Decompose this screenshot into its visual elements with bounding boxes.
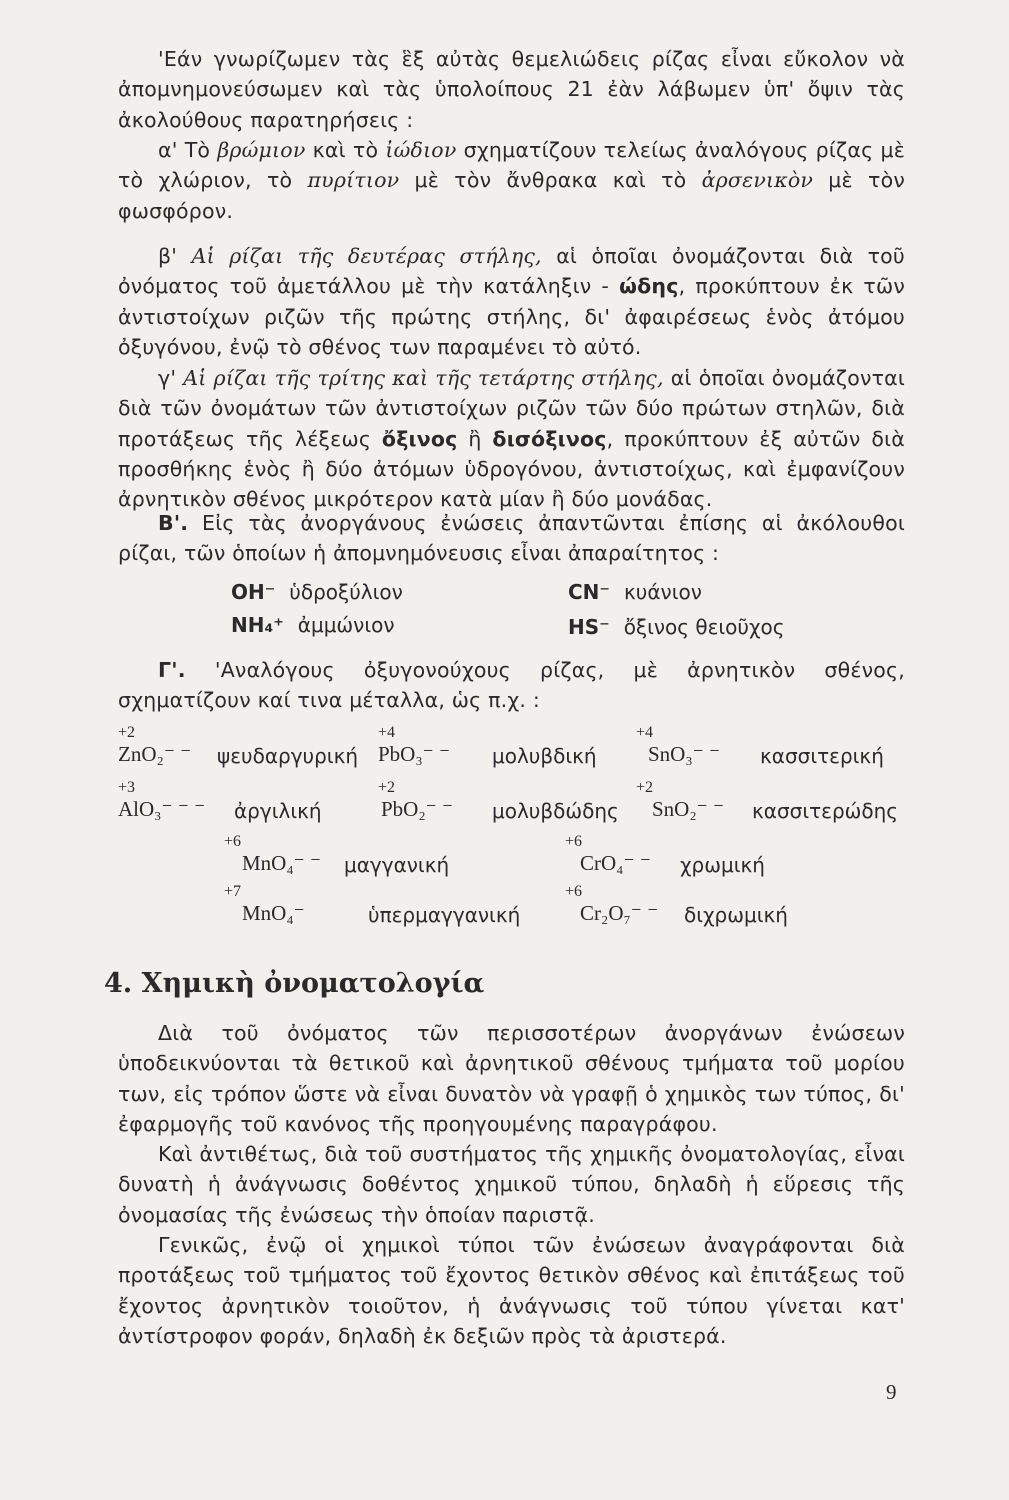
ion-formula: CN⁻ [568,580,610,604]
ion-formula: NH₄⁺ [231,613,284,637]
text: ἢ [457,426,493,451]
ion-formula: SnO₂⁻ ⁻ [652,797,725,821]
text: αἱ ὁποῖαι ὀνομάζονται διὰ τοῦ ὀνόματος τοῦ ἀμετάλλου μὲ τὴν κατάληξιν - [118,244,905,299]
ion-item [568,580,702,604]
oxidation-state: +2 [378,779,396,796]
ion-formula: ZnO₂⁻ ⁻ [118,742,192,766]
ion-formula: HS⁻ [568,615,610,639]
oxidation-state: +6 [565,883,583,900]
ion-name: κασσιτερώδης [752,799,899,823]
paragraph-c [118,363,905,514]
oxidation-state: +3 [118,779,136,796]
ion-name: μολυβδική [492,744,597,768]
ion-formula: AlO₃⁻ ⁻ ⁻ [118,797,206,821]
paragraph-section-c [118,655,905,716]
ion-name: μολυβδώδης [492,799,619,823]
text: σχηματίζουν τελείως ἀναλόγους ρίζας μὲ τὸ χλώριον, τὸ [118,138,905,193]
emphasis: Αἱ ρίζαι τῆς δευτέρας στήλης, [191,244,542,268]
emphasis: Αἱ ρίζαι τῆς τρίτης καὶ τῆς τετάρτης στήλης, [183,366,664,390]
ion-name: διχρωμική [684,903,788,927]
word-disoxinos: δισόξινος [492,426,607,451]
oxidation-state: +6 [224,833,242,850]
ion-item [568,615,785,639]
paragraph-nomenclature-3: Γενικῶς, ἐνῷ οἱ χημικοὶ τύποι τῶν ἐνώσεων ἀναγράφονται διὰ προτάξεως τοῦ τμήματος τοῦ ἔχοντος θετικὸν σθένος καὶ ἐπιτάξεως τοῦ ἔχοντος ἀρνητικὸν τοιοῦτον, ἡ ἀνάγνωσις τοῦ τύπου γίνεται κατ' ἀντίστροφον φοράν, δηλαδὴ ἐκ δεξιῶν πρὸς τὰ ἀριστερά. [118,1233,905,1348]
ion-formula: PbO₃⁻ ⁻ [378,742,451,766]
oxidation-state: +2 [636,779,654,796]
ion-name: ψευδαργυρική [217,744,359,768]
ion-formula: PbO₂⁻ ⁻ [381,797,454,821]
ion-name: ὑδροξύλιον [289,580,403,604]
text: καὶ τὸ [305,138,386,162]
ion-name: ἀμμώνιον [297,613,395,637]
paragraph-nomenclature-1: Διὰ τοῦ ὀνόματος τῶν περισσοτέρων ἀνοργάνων ἐνώσεων ὑποδεικνύονται τὰ θετικοῦ καὶ ἀρνητικοῦ σθένους τμήματα τοῦ μορίου των, εἰς τρόπον ὥστε νὰ εἶναι δυνατὸν νὰ γραφῇ ὁ χημικὸς των τύπος, δι' ἐφαρμογῆς τοῦ κανόνος τῆς προηγουμένης παραγράφου. [118,1021,905,1136]
section-heading: 4. Χημικὴ ὀνοματολογία [104,968,485,999]
oxidation-state: +7 [224,883,242,900]
oxidation-state: +6 [565,833,583,850]
ion-name: ὄξινος θειοῦχος [623,615,785,639]
ion-name: μαγγανική [344,853,450,877]
term-iodine: ἰώδιον [385,138,457,162]
oxidation-state: +2 [118,724,136,741]
ion-formula: MnO₄⁻ [242,901,305,925]
text: α' Τὸ [158,138,218,162]
text: Εἰς τὰς ἀνοργάνους ἐνώσεις ἀπαντῶνται ἐπίσης αἱ ἀκόλουθοι ρίζαι, τῶν ὁποίων ἡ ἀπομνημόνευσις εἶναι ἀπαραίτητος : [118,511,905,566]
word-oxinos: ὄξινος [381,426,458,451]
ion-name: ἀργιλική [234,799,322,823]
section-label: Β'. [158,511,189,535]
text: μὲ τὸν ἄνθρακα καὶ τὸ [399,168,702,193]
ion-name: ὑπερμαγγανική [368,903,521,927]
suffix: ώδης [619,274,679,299]
text: μὲ τὸν φωσφόρον. [118,168,905,223]
page-number: 9 [886,1380,897,1404]
paragraph-intro: 'Εάν γνωρίζωμεν τὰς ἓξ αὐτὰς θεμελιώδεις ρίζας εἶναι εὔκολον νὰ ἀπομνημονεύσωμεν καὶ τὰς ὑπολοίπους 21 ἐὰν λάβωμεν ὑπ' ὄψιν τὰς ἀκολούθους παρατηρήσεις : [118,47,905,132]
ion-formula: SnO₃⁻ ⁻ [648,742,721,766]
text: 'Αναλόγους ὀξυγονούχους ρίζας, μὲ ἀρνητικὸν σθένος, σχηματίζουν καί τινα μέταλλα, ὡς π.χ. : [118,658,905,713]
ion-formula: MnO₄⁻ ⁻ [242,851,322,875]
paragraph-section-b [118,508,905,569]
ion-item [231,613,395,637]
oxidation-state: +4 [378,724,396,741]
text: β' [158,244,192,268]
oxidation-state: +4 [636,724,654,741]
ion-formula: Cr₂O₇⁻ ⁻ [580,901,659,925]
ion-formula: CrO₄⁻ ⁻ [580,851,651,875]
paragraph-nomenclature-2: Καὶ ἀντιθέτως, διὰ τοῦ συστήματος τῆς χημικῆς ὀνοματολογίας, εἶναι δυνατὴ ἡ ἀνάγνωσις δοθέντος χημικοῦ τύπου, δηλαδὴ ἡ εὕρεσις τῆς ὀνομασίας τῆς ἐνώσεως τὴν ὁποίαν παριστᾷ. [118,1142,905,1227]
text: , προκύπτουν ἐκ τῶν ἀντιστοίχων ριζῶν τῆς πρώτης στήλης, δι' ἀφαιρέσεως ἑνὸς ἀτόμου ὀξυγόνου, ἐνῷ τὸ σθένος των παραμένει τὸ αὐτό. [118,274,905,359]
term-silicon: πυρίτιον [307,168,400,193]
section-label: Γ'. [158,658,186,682]
ion-item [231,580,403,604]
ion-name: κασσιτερική [760,744,884,768]
ion-formula: OH⁻ [231,580,276,604]
text: αἱ ὁποῖαι ὀνομάζονται διὰ τῶν ὀνομάτων τῶν ἀντιστοίχων ριζῶν τῶν δύο πρώτων στηλῶν, διὰ προτάξεως τῆς λέξεως [118,366,906,451]
text: , προκύπτουν ἐξ αὐτῶν διὰ προσθήκης ἑνὸς ἢ δύο ἀτόμων ὑδρογόνου, ἀντιστοίχως, καὶ ἐμφανίζουν ἀρνητικὸν σθένος μικρότερον κατὰ μίαν ἢ δύο μονάδας. [118,426,905,512]
term-arsenic: ἀρσενικὸν [701,168,814,193]
ion-name: χρωμική [680,853,765,877]
paragraph-a [118,135,905,226]
paragraph-b [118,241,905,362]
text: γ' [158,366,184,390]
term-bromine: βρώμιον [217,138,306,162]
ion-name: κυάνιον [623,580,702,604]
